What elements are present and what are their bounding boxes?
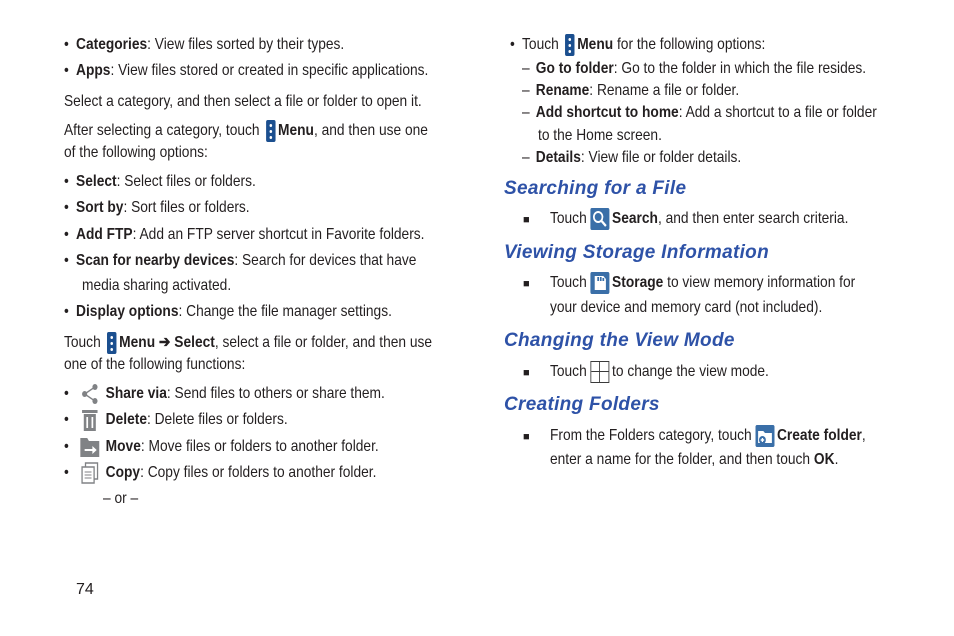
opt-ftp-label: Add FTP xyxy=(76,226,133,243)
h1-post: , and then enter search criteria. xyxy=(657,210,849,228)
after-line2: of the following options: xyxy=(64,144,208,161)
opt-display-text: : Change the file manager settings. xyxy=(178,303,392,320)
h3-post: to change the view mode. xyxy=(612,363,769,381)
after-selecting-para xyxy=(64,120,428,142)
details-text: : View file or folder details. xyxy=(580,149,742,166)
share-label: Share via xyxy=(105,385,167,403)
create-folder-line2 xyxy=(550,449,838,471)
h3-pre: Touch xyxy=(550,363,587,381)
menu-label: Menu xyxy=(577,36,614,54)
view-mode-instruction xyxy=(550,361,769,383)
categories-label: Categories xyxy=(76,36,148,53)
r-touch-post: for the following options: xyxy=(613,36,766,54)
sub-go-to-folder xyxy=(522,58,866,80)
h4-line2-post: . xyxy=(834,451,839,468)
function-share: • Share via: Send files to others or share them. xyxy=(64,383,385,405)
opt-display-label: Display options xyxy=(76,303,179,320)
h1-pre: Touch xyxy=(550,210,587,228)
bullet-categories: • Categories: View files sorted by their types. xyxy=(64,36,345,53)
square-bullet: ■ xyxy=(523,367,530,379)
rename-text: : Rename a file or folder. xyxy=(589,82,740,99)
search-instruction xyxy=(550,208,848,230)
go-to-folder-label: Go to folder xyxy=(535,60,614,77)
details-label: Details xyxy=(535,149,581,166)
h2-post: to view memory information for xyxy=(663,274,856,292)
trash-icon xyxy=(80,409,101,431)
menu-icon xyxy=(565,34,574,56)
sub-add-shortcut xyxy=(522,102,877,124)
move-icon xyxy=(80,436,101,458)
or-separator: – or – xyxy=(103,490,139,507)
opt-sort-text: : Sort files or folders. xyxy=(123,199,250,216)
heading-view-mode: Changing the View Mode xyxy=(504,330,735,351)
go-to-folder-text: : Go to the folder in which the file resides. xyxy=(613,60,867,77)
h4-line2-pre: enter a name for the folder, and then touch xyxy=(550,451,811,468)
create-folder-instruction xyxy=(550,425,866,447)
storage-icon xyxy=(591,272,610,294)
dash: – xyxy=(522,149,530,166)
bullet-apps: • Apps: View files stored or created in specific applications. xyxy=(64,62,429,79)
menu-label: Menu xyxy=(278,122,314,140)
share-text: : Send files to others or share them. xyxy=(166,385,385,403)
sub-rename xyxy=(522,80,739,102)
add-shortcut-label: Add shortcut to home xyxy=(535,104,679,121)
function-copy: • Copy: Copy files or folders to another folder. xyxy=(64,462,376,484)
sub-add-shortcut-line2: to the Home screen. xyxy=(538,127,662,144)
opt-scan-text: : Search for devices that have xyxy=(234,252,417,269)
option-sort: • Sort by: Sort files or folders. xyxy=(64,199,250,216)
storage-instruction xyxy=(550,272,855,294)
right-touch-menu: • Touch Menu for the following options: xyxy=(510,34,765,56)
function-move: • Move: Move files or folders to another folder. xyxy=(64,436,379,458)
heading-searching: Searching for a File xyxy=(504,178,687,199)
rename-label: Rename xyxy=(535,82,590,99)
page-number: 74 xyxy=(76,581,94,598)
square-bullet: ■ xyxy=(523,278,530,290)
move-label: Move xyxy=(105,438,141,456)
touch-pre: Touch xyxy=(64,334,101,352)
grid-icon xyxy=(591,361,610,383)
option-select: • Select: Select files or folders. xyxy=(64,173,256,190)
opt-sort-label: Sort by xyxy=(76,199,124,216)
dash: – xyxy=(522,60,530,77)
menu-icon xyxy=(107,332,116,354)
apps-label: Apps xyxy=(76,62,111,79)
menu-label: Menu xyxy=(119,334,156,352)
share-icon xyxy=(80,383,101,405)
touch-line2: one of the following functions: xyxy=(64,356,246,373)
opt-select-label: Select xyxy=(76,173,117,190)
option-display: • Display options: Change the file manager settings. xyxy=(64,303,392,320)
select-label: Select xyxy=(174,334,215,352)
copy-label: Copy xyxy=(105,464,141,482)
delete-label: Delete xyxy=(105,411,147,429)
storage-label: Storage xyxy=(612,274,664,292)
option-scan: • Scan for nearby devices: Search for devices that have xyxy=(64,252,417,269)
opt-select-text: : Select files or folders. xyxy=(116,173,256,190)
option-ftp: • Add FTP: Add an FTP server shortcut in Favorite folders. xyxy=(64,226,425,243)
h4-pre: From the Folders category, touch xyxy=(550,427,752,445)
heading-storage: Viewing Storage Information xyxy=(504,242,769,263)
touch-menu-select-para xyxy=(64,332,432,354)
create-folder-icon xyxy=(755,425,774,447)
search-icon xyxy=(591,208,610,230)
arrow-icon: ➔ xyxy=(158,334,171,352)
option-scan-line2: media sharing activated. xyxy=(82,277,232,294)
move-text: : Move files or folders to another folder. xyxy=(140,438,379,456)
after-pre: After selecting a category, touch xyxy=(64,122,260,140)
storage-line2: your device and memory card (not included). xyxy=(550,299,823,316)
add-shortcut-text: : Add a shortcut to a file or folder xyxy=(678,104,877,121)
menu-icon xyxy=(266,120,275,142)
h4-post: , xyxy=(861,427,866,445)
opt-scan-label: Scan for nearby devices xyxy=(76,252,235,269)
function-delete: • Delete: Delete files or folders. xyxy=(64,409,288,431)
dash: – xyxy=(522,82,530,99)
ok-label: OK xyxy=(813,451,835,468)
square-bullet: ■ xyxy=(523,214,530,226)
h2-pre: Touch xyxy=(550,274,587,292)
apps-text: : View files stored or created in specific applications. xyxy=(110,62,429,79)
copy-text: : Copy files or folders to another folder. xyxy=(140,464,377,482)
categories-text: : View files sorted by their types. xyxy=(147,36,345,53)
r-touch-pre: Touch xyxy=(522,36,559,54)
heading-creating-folders: Creating Folders xyxy=(504,394,660,415)
square-bullet: ■ xyxy=(523,431,530,443)
delete-text: : Delete files or folders. xyxy=(146,411,288,429)
copy-icon xyxy=(80,462,101,484)
touch-post: , select a file or folder, and then use xyxy=(214,334,433,352)
sub-details xyxy=(522,147,741,169)
after-post: , and then use one xyxy=(313,122,428,140)
select-category-text: Select a category, and then select a file or folder to open it. xyxy=(64,93,422,110)
opt-ftp-text: : Add an FTP server shortcut in Favorite folders. xyxy=(132,226,425,243)
create-folder-label: Create folder xyxy=(776,427,862,445)
dash: – xyxy=(522,104,530,121)
search-label: Search xyxy=(612,210,658,228)
